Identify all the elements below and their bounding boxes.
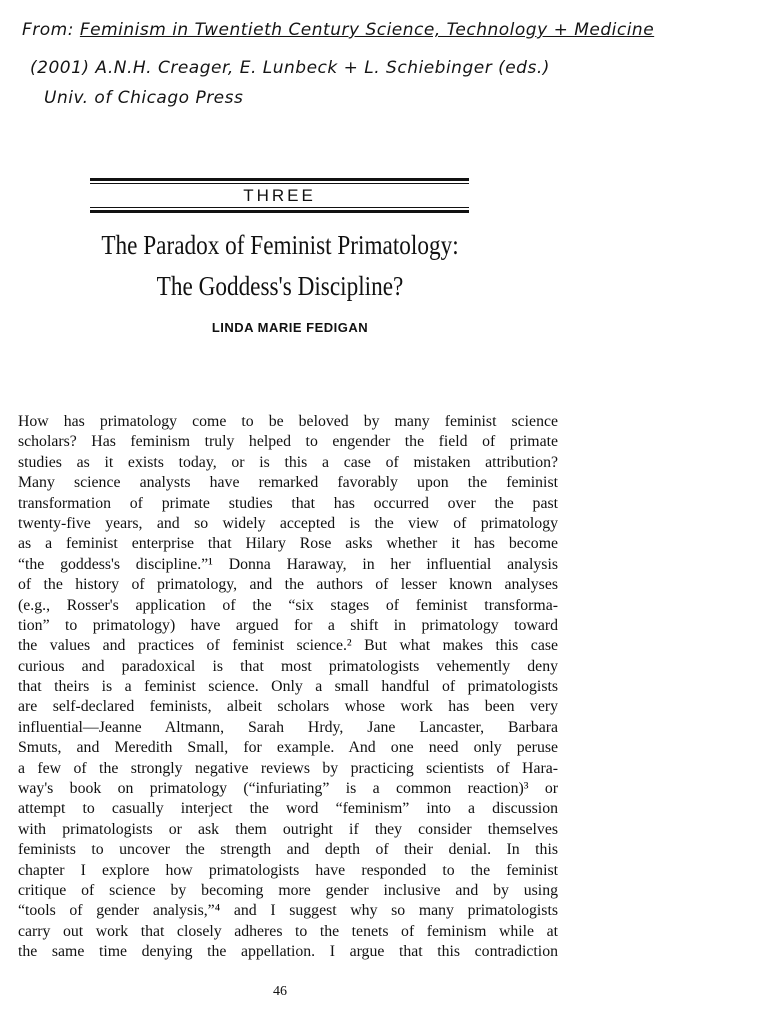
body-line: that theirs is a feminist science. Only a small handful of primatologists xyxy=(18,678,558,696)
body-line: studies as it exists today, or is this a case of mistaken attribution? xyxy=(18,453,558,471)
body-line: (e.g., Rosser's application of the “six stages of feminist transforma- xyxy=(18,596,558,614)
top-rule xyxy=(90,178,469,181)
body-line: attempt to casually interject the word “feminism” into a discussion xyxy=(18,800,558,818)
handwritten-prefix: From: xyxy=(22,20,80,40)
body-line: scholars? Has feminism truly helped to engender the field of primate xyxy=(18,433,558,451)
chapter-number: THREE xyxy=(243,186,316,205)
bottom-rule xyxy=(90,210,469,213)
body-line: Many science analysts have remarked favorably upon the feminist xyxy=(18,474,558,492)
body-line: influential—Jeanne Altmann, Sarah Hrdy, Jane Lancaster, Barbara xyxy=(18,718,558,736)
handwritten-source-line xyxy=(22,20,654,40)
body-line: transformation of primate studies that has occurred over the past xyxy=(18,494,558,512)
body-line: “the goddess's discipline.”¹ Donna Haraway, in her influential analysis xyxy=(18,555,558,573)
body-line: curious and paradoxical is that most primatologists vehemently deny xyxy=(18,657,558,675)
body-line: of the history of primatology, and the authors of lesser known analyses xyxy=(18,576,558,594)
body-line: Smuts, and Meredith Small, for example. And one need only peruse xyxy=(18,739,558,757)
body-line: carry out work that closely adheres to the tenets of feminism while at xyxy=(18,922,558,940)
page-number: 46 xyxy=(273,984,287,999)
body-line: chapter I explore how primatologists have responded to the feminist xyxy=(18,861,558,879)
handwritten-editors-line: (2001) A.N.H. Creager, E. Lunbeck + L. Schiebinger (eds.) xyxy=(30,58,550,78)
body-line: feminists to uncover the strength and depth of their denial. In this xyxy=(18,841,558,859)
body-line: way's book on primatology (“infuriating” is a common reaction)³ or xyxy=(18,780,558,798)
chapter-title-line-2: The Goddess's Discipline? xyxy=(156,271,404,301)
body-line: tion” to primatology) have argued for a shift in primatology toward xyxy=(18,616,558,634)
handwritten-publisher-line: Univ. of Chicago Press xyxy=(44,88,244,108)
body-line: twenty-five years, and so widely accepted is the view of primatology xyxy=(18,514,558,532)
body-line: with primatologists or ask them outright if they consider themselves xyxy=(18,820,558,838)
body-line: “tools of gender analysis,”⁴ and I suggest why so many primatologists xyxy=(18,902,558,920)
body-paragraph xyxy=(18,412,558,963)
body-line: a few of the strongly negative reviews by practicing scientists of Hara- xyxy=(18,759,558,777)
body-line: the same time denying the appellation. I argue that this contradiction xyxy=(18,943,558,961)
body-line: How has primatology come to be beloved by many feminist science xyxy=(18,413,558,430)
body-line: critique of science by becoming more gender inclusive and by using xyxy=(18,881,558,899)
body-line: the values and practices of feminist science.² But what makes this case xyxy=(18,637,558,655)
chapter-author: LINDA MARIE FEDIGAN xyxy=(211,320,369,335)
bottom-rule-thin xyxy=(90,207,469,208)
top-rule-thin xyxy=(90,183,469,184)
chapter-title-line-1: The Paradox of Feminist Primatology: xyxy=(101,230,459,260)
body-line: are self-declared feminists, albeit scholars whose work has been very xyxy=(18,698,558,716)
handwritten-book-title: Feminism in Twentieth Century Science, Technology + Medicine xyxy=(79,20,655,40)
body-line: as a feminist enterprise that Hilary Rose asks whether it has become xyxy=(18,535,558,553)
